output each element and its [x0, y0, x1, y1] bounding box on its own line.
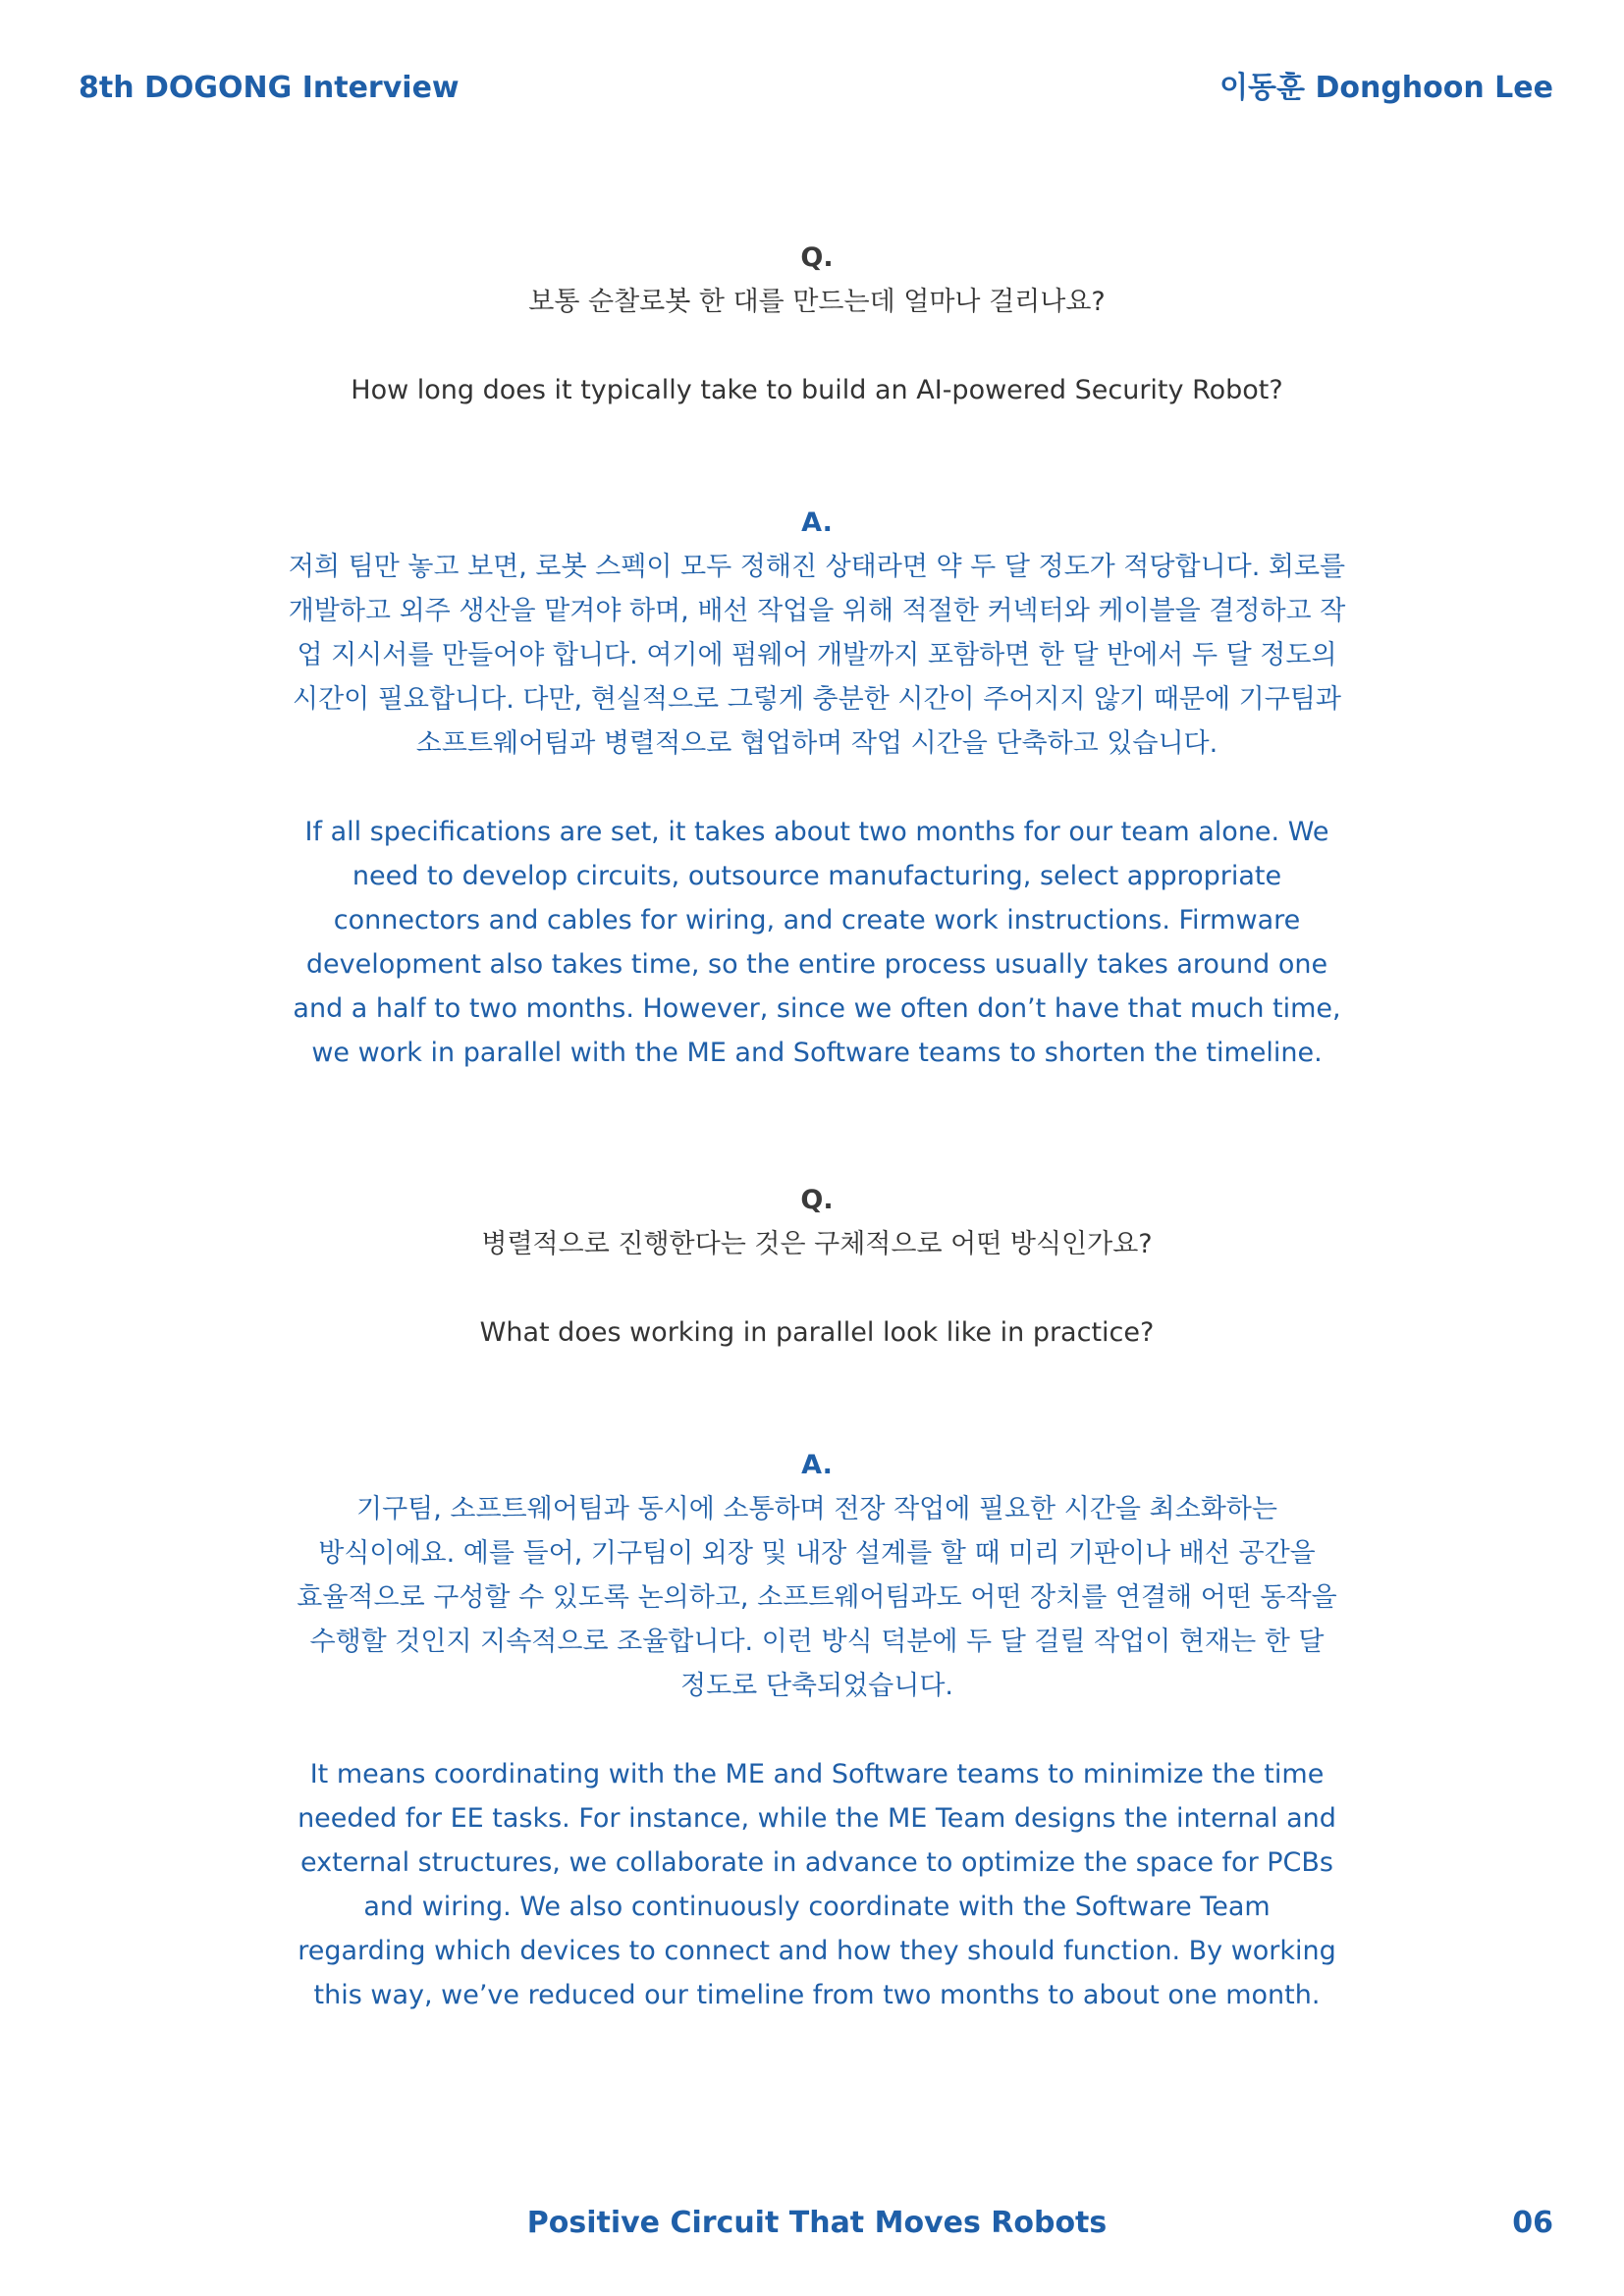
footer-title: Positive Circuit That Moves Robots	[526, 2206, 1108, 2240]
answer-english-line: we work in parallel with the ME and Software teams to shorten the timeline.	[311, 1038, 1323, 1068]
answer-english-line: development also takes time, so the entire process usually takes around one	[305, 949, 1328, 980]
answer-english-line: external structures, we collaborate in advance to optimize the space for PCBs	[300, 1847, 1333, 1878]
answer-english-line: connectors and cables for wiring, and create work instructions. Firmware	[333, 905, 1301, 935]
answer-marker: A.	[801, 507, 833, 538]
answer-korean-line: 소프트웨어팀과 병렬적으로 협업하며 작업 시간을 단축하고 있습니다.	[415, 728, 1218, 759]
answer-english-line: needed for EE tasks. For instance, while the ME Team designs the internal and	[298, 1803, 1336, 1834]
qa-section-2	[247, 1178, 1386, 2017]
qa-section-1	[247, 236, 1386, 1075]
question-english: How long does it typically take to build an AI-powered Security Robot?	[351, 375, 1283, 405]
answer-korean-line: 방식이에요. 예를 들어, 기구팀이 외장 및 내장 설계를 할 때 미리 기판이나 배선 공간을	[318, 1538, 1316, 1569]
page-number: 06	[1512, 2206, 1553, 2240]
answer-korean-line: 업 지시서를 만들어야 합니다. 여기에 펌웨어 개발까지 포함하면 한 달 반에서 두 달 정도의	[297, 640, 1337, 670]
answer-korean	[247, 545, 1386, 766]
answer-korean-line: 효율적으로 구성할 수 있도록 논의하고, 소프트웨어팀과도 어떤 장치를 연결해 어떤 동작을	[297, 1582, 1337, 1613]
question-korean: 보통 순찰로봇 한 대를 만드는데 얼마나 걸리나요?	[528, 287, 1106, 317]
question-marker: Q.	[800, 242, 834, 273]
answer-korean-line: 개발하고 외주 생산을 맡겨야 하며, 배선 작업을 위해 적절한 커넥터와 케이블을 결정하고 작	[288, 596, 1346, 626]
answer-english-line: regarding which devices to connect and how they should function. By working	[298, 1936, 1336, 1966]
interviewee-name: 이동훈 Donghoon Lee	[1219, 71, 1553, 105]
question-marker: Q.	[800, 1185, 834, 1215]
answer-english-line: need to develop circuits, outsource manufacturing, select appropriate	[352, 861, 1282, 891]
answer-english	[247, 1752, 1386, 2017]
answer-english	[247, 810, 1386, 1075]
question-english: What does working in parallel look like in practice?	[479, 1317, 1155, 1348]
answer-korean-line: 기구팀, 소프트웨어팀과 동시에 소통하며 전장 작업에 필요한 시간을 최소화하는	[356, 1494, 1277, 1524]
answer-korean	[247, 1487, 1386, 1708]
answer-english-line: this way, we’ve reduced our timeline from two months to about one month.	[313, 1980, 1321, 2010]
answer-korean-line: 정도로 단축되었습니다.	[680, 1671, 953, 1701]
answer-marker: A.	[801, 1450, 833, 1480]
answer-english-line: and wiring. We also continuously coordinate with the Software Team	[363, 1892, 1271, 1922]
interview-series-label: 8th DOGONG Interview	[79, 71, 460, 105]
answer-english-line: If all specifications are set, it takes about two months for our team alone. We	[304, 817, 1329, 847]
answer-english-line: It means coordinating with the ME and Software teams to minimize the time	[309, 1759, 1325, 1789]
answer-english-line: and a half to two months. However, since we often don’t have that much time,	[293, 993, 1341, 1024]
answer-korean-line: 저희 팀만 놓고 보면, 로봇 스펙이 모두 정해진 상태라면 약 두 달 정도가 적당합니다. 회로를	[288, 552, 1346, 582]
answer-korean-line: 수행할 것인지 지속적으로 조율합니다. 이런 방식 덕분에 두 달 걸릴 작업이 현재는 한 달	[309, 1627, 1325, 1657]
question-korean: 병렬적으로 진행한다는 것은 구체적으로 어떤 방식인가요?	[481, 1229, 1153, 1259]
answer-korean-line: 시간이 필요합니다. 다만, 현실적으로 그렇게 충분한 시간이 주어지지 않기 때문에 기구팀과	[292, 684, 1342, 715]
